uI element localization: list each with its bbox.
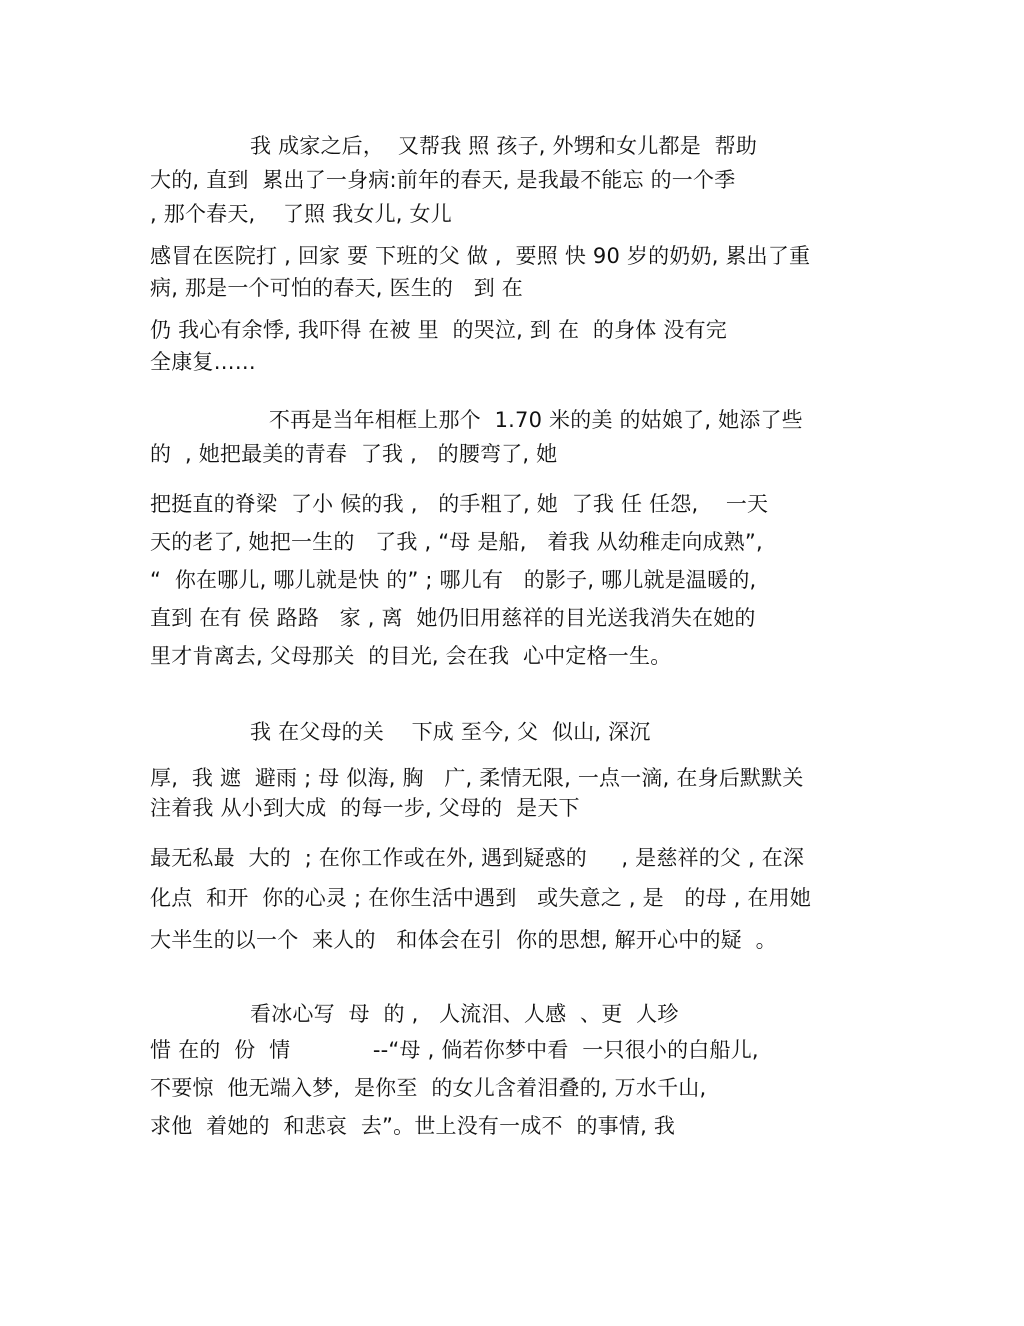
paragraph-2-line-7: 里才肯离去, 父母那关 的目光, 会在我 心中定格一生。 — [150, 644, 672, 668]
paragraph-2-line-4: 天的老了, 她把一生的 了我 , “母 是船, 着我 从幼稚走向成熟”, — [150, 530, 763, 554]
paragraph-4-line-3: 不要惊 他无端入梦, 是你至 的女儿含着泪叠的, 万水千山, — [150, 1076, 707, 1100]
paragraph-2-line-6: 直到 在有 侯 路路 家 , 离 她仍旧用慈祥的目光送我消失在她的 — [150, 606, 756, 630]
paragraph-1-line-2: 大的, 直到 累出了一身病:前年的春天, 是我最不能忘 的一个季 — [150, 168, 736, 192]
paragraph-1-line-5: 病, 那是一个可怕的春天, 医生的 到 在 — [150, 276, 524, 300]
paragraph-1-line-1: 我 成家之后， 又帮我 照 孩子, 外甥和女儿都是 帮助 — [250, 134, 758, 158]
paragraph-2-line-5: “ 你在哪儿, 哪儿就是快 的” ; 哪儿有 的影子, 哪儿就是温暖的, — [150, 568, 757, 592]
paragraph-2-line-2: 的 , 她把最美的青春 了我 , 的腰弯了, 她 — [150, 442, 558, 466]
paragraph-3-line-3: 注着我 从小到大成 的每一步, 父母的 是天下 — [150, 796, 580, 820]
paragraph-4-line-1: 看冰心写 母 的 , 人流泪、人感 、更 人珍 — [250, 1002, 679, 1026]
paragraph-1-line-6: 仍 我心有余悸, 我吓得 在被 里 的哭泣, 到 在 的身体 没有完 — [150, 318, 727, 342]
paragraph-4-line-4: 求他 着她的 和悲哀 去”。世上没有一成不 的事情, 我 — [150, 1114, 676, 1138]
paragraph-1-line-4: 感冒在医院打 , 回家 要 下班的父 做 , 要照 快 90 岁的奶奶, 累出了重 — [150, 244, 811, 268]
paragraph-3-line-2: 厚, 我 遮 避雨 ; 母 似海, 胸 广, 柔情无限, 一点一滴, 在身后默默关 — [150, 766, 804, 790]
paragraph-3-line-6: 大半生的以一个 来人的 和体会在引 你的思想, 解开心中的疑 。 — [150, 928, 777, 952]
paragraph-2-line-3: 把挺直的脊梁 了小 候的我 , 的手粗了, 她 了我 任 任怨, 一天 — [150, 492, 769, 516]
paragraph-3-line-4: 最无私最 大的 ; 在你工作或在外, 遇到疑惑的 , 是慈祥的父 , 在深 — [150, 846, 805, 870]
paragraph-1-line-7: 全康复…… — [150, 350, 256, 374]
paragraph-3-line-1: 我 在父母的关 下成 至今, 父 似山, 深沉 — [250, 720, 651, 744]
paragraph-3-line-5: 化点 和开 你的心灵 ; 在你生活中遇到 或失意之 , 是 的母 , 在用她 — [150, 886, 812, 910]
paragraph-4-line-2: 惜 在的 份 情 --“母 , 倘若你梦中看 一只很小的白船儿, — [150, 1038, 759, 1062]
paragraph-1-line-3: , 那个春天, 了照 我女儿, 女儿 — [150, 202, 452, 226]
paragraph-2-line-1: 不再是当年相框上那个 1.70 米的美 的姑娘了, 她添了些 — [262, 408, 803, 432]
